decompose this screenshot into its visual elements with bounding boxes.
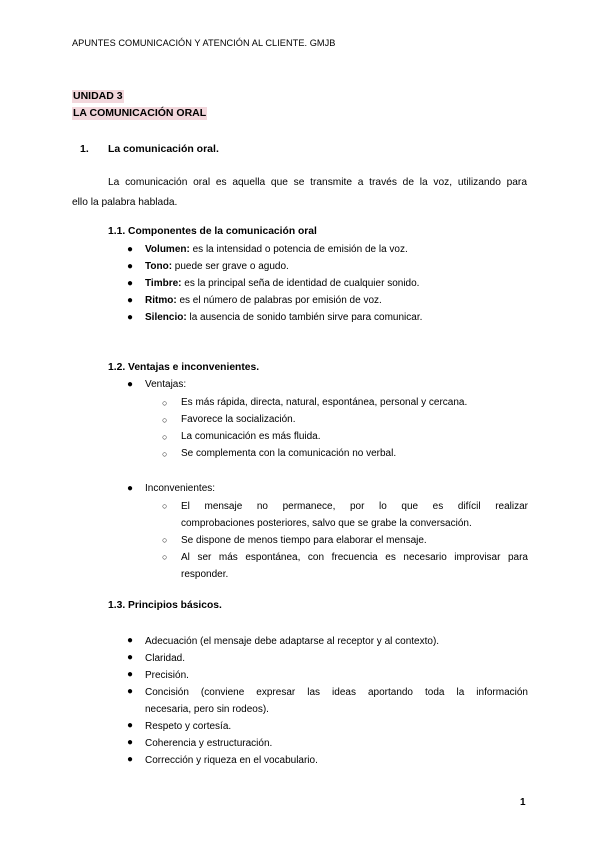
text-line: Concisión (conviene expresar las ideas aportando toda la información [145, 687, 528, 698]
component-desc: es la principal seña de identidad de cualquier sonido. [181, 278, 420, 289]
component-text [145, 260, 289, 274]
text-line: Claridad. [145, 653, 186, 664]
bullet-dot-icon: ● [127, 244, 134, 255]
page-number: 1 [520, 797, 526, 808]
circle-bullet-icon: ○ [162, 501, 168, 511]
bullet-dot-icon: ● [127, 737, 134, 748]
bullet-dot-icon: ● [127, 295, 134, 306]
principle-text [145, 667, 528, 684]
ventajas-label: Ventajas: [145, 379, 187, 390]
bullet-dot-icon: ● [127, 686, 134, 697]
ventaja-text: La comunicación es más fluida. [181, 431, 321, 442]
inconveniente-text [181, 549, 528, 583]
text-line: Al ser más espontánea, con frecuencia es necesario improvisar para [181, 552, 528, 563]
paragraph-line-1: La comunicación oral es aquella que se transmite a través de la voz, utilizando para [108, 177, 527, 188]
bullet-dot-icon: ● [127, 261, 134, 272]
circle-bullet-icon: ○ [162, 535, 168, 545]
text-line: Precisión. [145, 670, 189, 681]
section-1-number: 1. [80, 143, 89, 155]
text-line: Corrección y riqueza en el vocabulario. [145, 755, 318, 766]
ventaja-text: Es más rápida, directa, natural, espontánea, personal y cercana. [181, 397, 468, 408]
component-term: Silencio: [145, 312, 187, 323]
bullet-dot-icon: ● [127, 754, 134, 765]
component-desc: puede ser grave o agudo. [172, 261, 289, 272]
unit-subtitle: LA COMUNICACIÓN ORAL [73, 107, 207, 119]
text-line: Coherencia y estructuración. [145, 738, 273, 749]
unit-title: UNIDAD 3 [73, 90, 123, 102]
bullet-dot-icon: ● [127, 652, 134, 663]
section-1-2-heading: 1.2. Ventajas e inconvenientes. [108, 362, 260, 373]
circle-bullet-icon: ○ [162, 398, 168, 408]
bullet-dot-icon: ● [127, 278, 134, 289]
bullet-dot-icon: ● [127, 720, 134, 731]
bullet-dot-icon: ● [127, 669, 134, 680]
component-term: Volumen: [145, 244, 190, 255]
principle-text [145, 752, 528, 769]
principle-text [145, 684, 528, 718]
section-1-1-heading: 1.1. Componentes de la comunicación oral [108, 226, 317, 237]
ventaja-text: Favorece la socialización. [181, 414, 296, 425]
component-text [145, 277, 419, 291]
inconveniente-text [181, 498, 528, 532]
principle-text [145, 650, 528, 667]
inconvenientes-label: Inconvenientes: [145, 483, 216, 494]
inconveniente-text [181, 532, 528, 549]
bullet-dot-icon: ● [127, 635, 134, 646]
text-line: necesaria, pero sin rodeos). [145, 704, 269, 715]
section-1-paragraph [72, 173, 527, 213]
component-term: Timbre: [145, 278, 182, 289]
text-line: comprobaciones posteriores, salvo que se grabe la conversación. [181, 518, 472, 529]
component-text [145, 311, 422, 325]
bullet-dot-icon: ● [127, 312, 134, 323]
circle-bullet-icon: ○ [162, 432, 168, 442]
principle-text [145, 735, 528, 752]
text-line: responder. [181, 569, 229, 580]
section-1-title: La comunicación oral. [108, 143, 219, 155]
component-term: Tono: [145, 261, 173, 272]
circle-bullet-icon: ○ [162, 449, 168, 459]
component-text [145, 243, 408, 257]
section-1-3-heading: 1.3. Principios básicos. [108, 600, 222, 611]
circle-bullet-icon: ○ [162, 415, 168, 425]
text-line: Adecuación (el mensaje debe adaptarse al receptor y al contexto). [145, 636, 440, 647]
principle-text [145, 633, 528, 650]
document-header: APUNTES COMUNICACIÓN Y ATENCIÓN AL CLIENTE. GMJB [72, 38, 336, 48]
component-desc: es la intensidad o potencia de emisión de la voz. [189, 244, 408, 255]
text-line: Respeto y cortesía. [145, 721, 232, 732]
paragraph-line-2: ello la palabra hablada. [72, 197, 178, 208]
ventaja-text: Se complementa con la comunicación no verbal. [181, 448, 397, 459]
text-line: El mensaje no permanece, por lo que es difícil realizar [181, 501, 528, 512]
circle-bullet-icon: ○ [162, 552, 168, 562]
component-desc: es el número de palabras por emisión de voz. [176, 295, 382, 306]
principle-text [145, 718, 528, 735]
text-line: Se dispone de menos tiempo para elaborar el mensaje. [181, 535, 427, 546]
component-desc: la ausencia de sonido también sirve para comunicar. [186, 312, 423, 323]
component-term: Ritmo: [145, 295, 177, 306]
component-text [145, 294, 382, 308]
bullet-dot-icon: ● [127, 483, 134, 494]
bullet-dot-icon: ● [127, 379, 134, 390]
